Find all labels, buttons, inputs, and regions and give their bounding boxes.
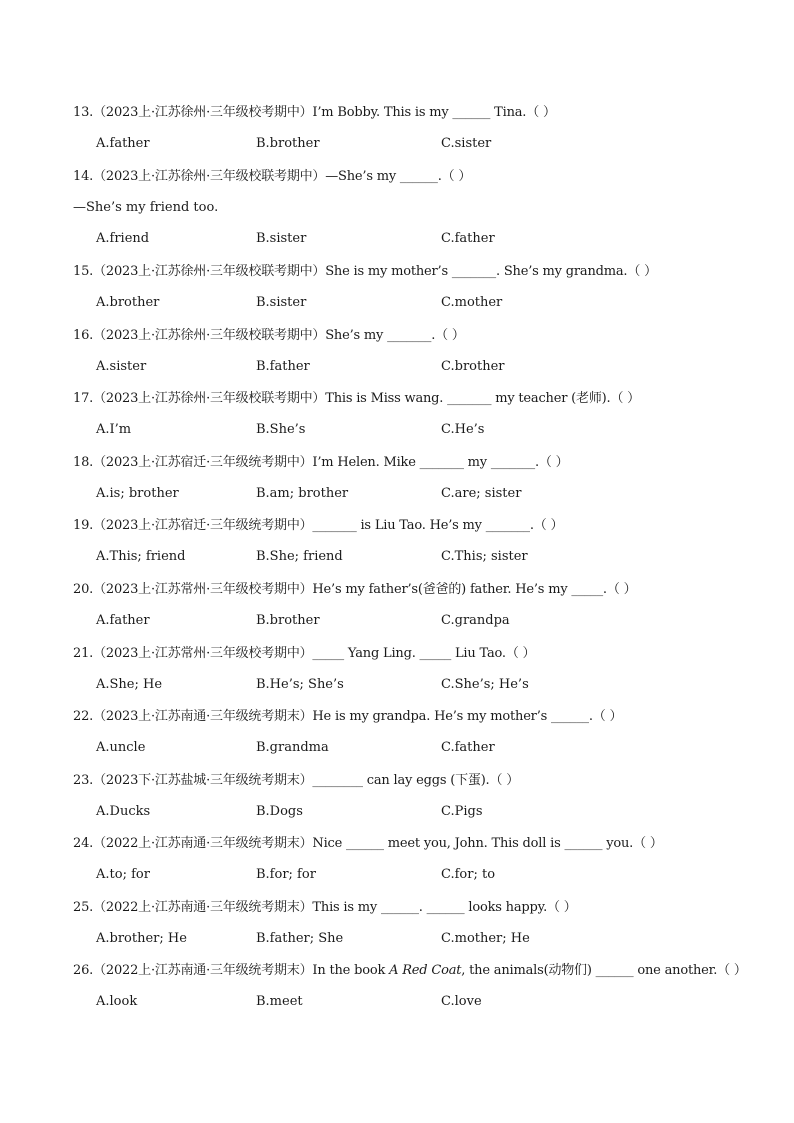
option-c: C.He’s xyxy=(441,422,485,437)
option-b: B.She; friend xyxy=(256,549,343,564)
question-stem: 18.（2023上·江苏宿迁·三年级统考期中）I’m Helen. Mike _______ my _______.（ ） xyxy=(73,455,569,470)
option-a: A.This; friend xyxy=(96,549,186,564)
question-stem: 20.（2023上·江苏常州·三年级校考期中）He’s my father’s(爸爸的) father. He’s my _____.（ ） xyxy=(73,582,637,597)
option-b: B.He’s; She’s xyxy=(256,677,344,692)
question-stem: 16.（2023上·江苏徐州·三年级校联考期中）She’s my _______.（ ） xyxy=(73,328,465,343)
question-stem: 14.（2023上·江苏徐州·三年级校联考期中）—She’s my ______.（ ） xyxy=(73,169,472,184)
option-c: C.This; sister xyxy=(441,549,528,564)
option-b: B.brother xyxy=(256,613,320,628)
question-stem: 24.（2022上·江苏南通·三年级统考期末）Nice ______ meet you, John. This doll is ______ you.（ ） xyxy=(73,836,663,851)
book-title: A Red Coat xyxy=(389,963,462,978)
option-a: A.She; He xyxy=(96,677,163,692)
option-b: B.She’s xyxy=(256,422,306,437)
question-stem xyxy=(73,962,747,980)
question-stem: 25.（2022上·江苏南通·三年级统考期末）This is my ______. ______ looks happy.（ ） xyxy=(73,900,577,915)
option-b: B.meet xyxy=(256,994,303,1009)
question-stem: 22.（2023上·江苏南通·三年级统考期末）He is my grandpa. He’s my mother’s ______.（ ） xyxy=(73,709,623,724)
option-b: B.brother xyxy=(256,136,320,151)
option-a: A.look xyxy=(96,994,138,1009)
option-a: A.to; for xyxy=(96,867,150,882)
option-a: A.brother xyxy=(96,295,160,310)
option-b: B.am; brother xyxy=(256,486,349,501)
option-b: B.for; for xyxy=(256,867,316,882)
question-continuation: —She’s my friend too. xyxy=(73,200,219,215)
option-c: C.father xyxy=(441,231,495,246)
option-a: A.father xyxy=(96,613,150,628)
option-a: A.uncle xyxy=(96,740,146,755)
option-b: B.sister xyxy=(256,295,307,310)
option-a: A.sister xyxy=(96,359,147,374)
option-c: C.are; sister xyxy=(441,486,522,501)
option-c: C.father xyxy=(441,740,495,755)
option-b: B.sister xyxy=(256,231,307,246)
option-a: A.brother; He xyxy=(96,931,187,946)
stem-text-after: , the animals(动物们) ______ one another.（ ） xyxy=(461,963,747,978)
option-c: C.sister xyxy=(441,136,492,151)
question-stem: 21.（2023上·江苏常州·三年级校考期中）_____ Yang Ling. _____ Liu Tao.（ ） xyxy=(73,646,536,661)
option-c: C.for; to xyxy=(441,867,496,882)
option-c: C.brother xyxy=(441,359,505,374)
option-c: C.mother xyxy=(441,295,503,310)
option-c: C.Pigs xyxy=(441,804,483,819)
option-a: A.I’m xyxy=(96,422,132,437)
option-b: B.father xyxy=(256,359,310,374)
option-a: A.father xyxy=(96,136,150,151)
option-a: A.is; brother xyxy=(96,486,179,501)
question-stem: 19.（2023上·江苏宿迁·三年级统考期中）_______ is Liu Tao. He’s my _______.（ ） xyxy=(73,518,564,533)
option-c: C.grandpa xyxy=(441,613,510,628)
option-c: C.mother; He xyxy=(441,931,530,946)
stem-text-before: 26.（2022上·江苏南通·三年级统考期末）In the book xyxy=(73,963,390,978)
option-a: A.friend xyxy=(96,231,150,246)
option-b: B.father; She xyxy=(256,931,344,946)
question-stem: 23.（2023下·江苏盐城·三年级统考期末）________ can lay eggs (下蛋).（ ） xyxy=(73,773,520,788)
option-c: C.love xyxy=(441,994,482,1009)
option-c: C.She’s; He’s xyxy=(441,677,529,692)
option-b: B.grandma xyxy=(256,740,329,755)
option-a: A.Ducks xyxy=(96,804,151,819)
option-b: B.Dogs xyxy=(256,804,303,819)
question-stem: 15.（2023上·江苏徐州·三年级校联考期中）She is my mother’s _______. She’s my grandma.（ ） xyxy=(73,264,657,279)
question-stem: 17.（2023上·江苏徐州·三年级校联考期中）This is Miss wang. _______ my teacher (老师).（ ） xyxy=(73,391,640,406)
question-stem: 13.（2023上·江苏徐州·三年级校考期中）I’m Bobby. This is my ______ Tina.（ ） xyxy=(73,105,556,120)
